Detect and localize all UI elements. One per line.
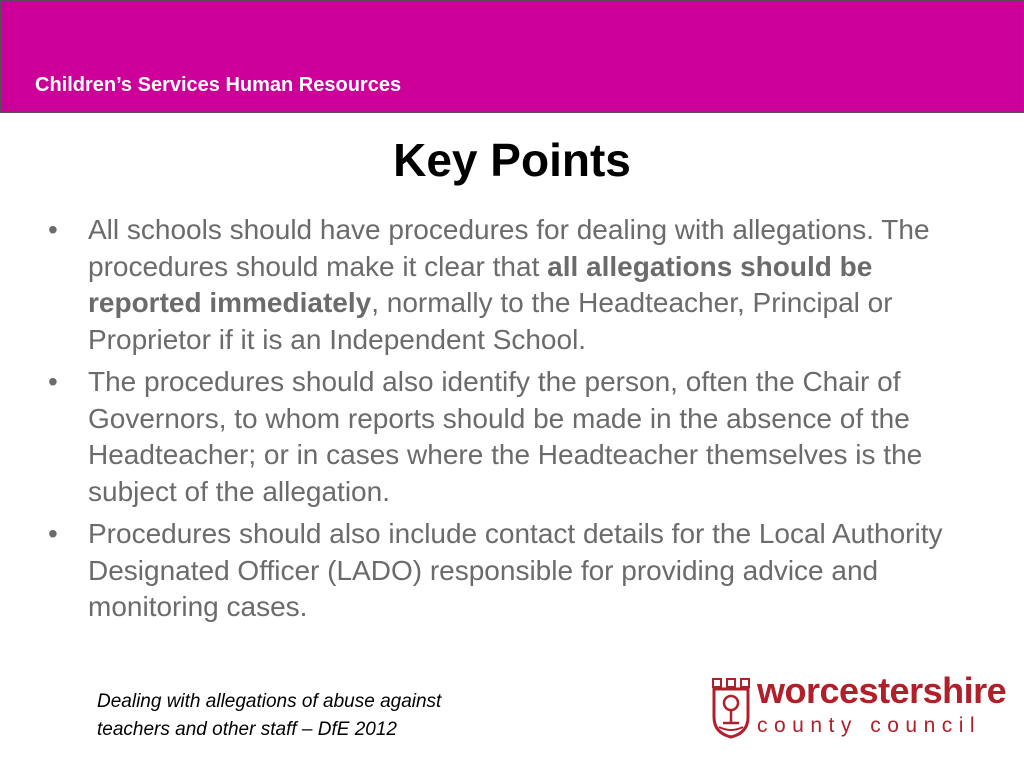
bullet-3-text: Procedures should also include contact details for the Local Authority Designated Officer (LADO) responsible for providing advice and monitoring cases. [88,518,943,622]
caption-line-1: Dealing with allegations of abuse against [97,691,442,712]
bullet-item-2 [48,364,978,510]
council-logo [711,670,1007,747]
bullet-icon: • [48,518,58,549]
bullet-2-text: The procedures should also identify the person, often the Chair of Governors, to whom reports should be made in the absence of the Headteacher; or in cases where the Headteacher themselves is the subject of the allegation. [88,366,923,507]
bullet-icon: • [48,366,58,397]
bullet-1-text-start: All schools should have procedures for dealing with allegations. The procedures should make it clear that [88,214,930,282]
bullet-item-1 [48,212,978,358]
bullet-item-3 [48,516,978,626]
caption-line-2: teachers and other staff – DfE 2012 [97,719,397,740]
bullet-1-text-end: , normally to the Headteacher, Principal or Proprietor if it is an Independent School. [88,287,893,355]
header-band [0,0,1024,113]
bullet-1-text-bold: all allegations should be reported immediately [88,250,873,318]
header-title: Children’s Services Human Resources [35,74,402,96]
source-caption [97,688,441,744]
county-crest-icon [711,677,751,739]
slide-title: Key Points [393,134,631,186]
bullet-icon: • [48,214,58,245]
logo-subtitle: county council [757,714,982,737]
logo-name: worcestershire [757,670,1007,711]
bullet-list [48,212,978,632]
